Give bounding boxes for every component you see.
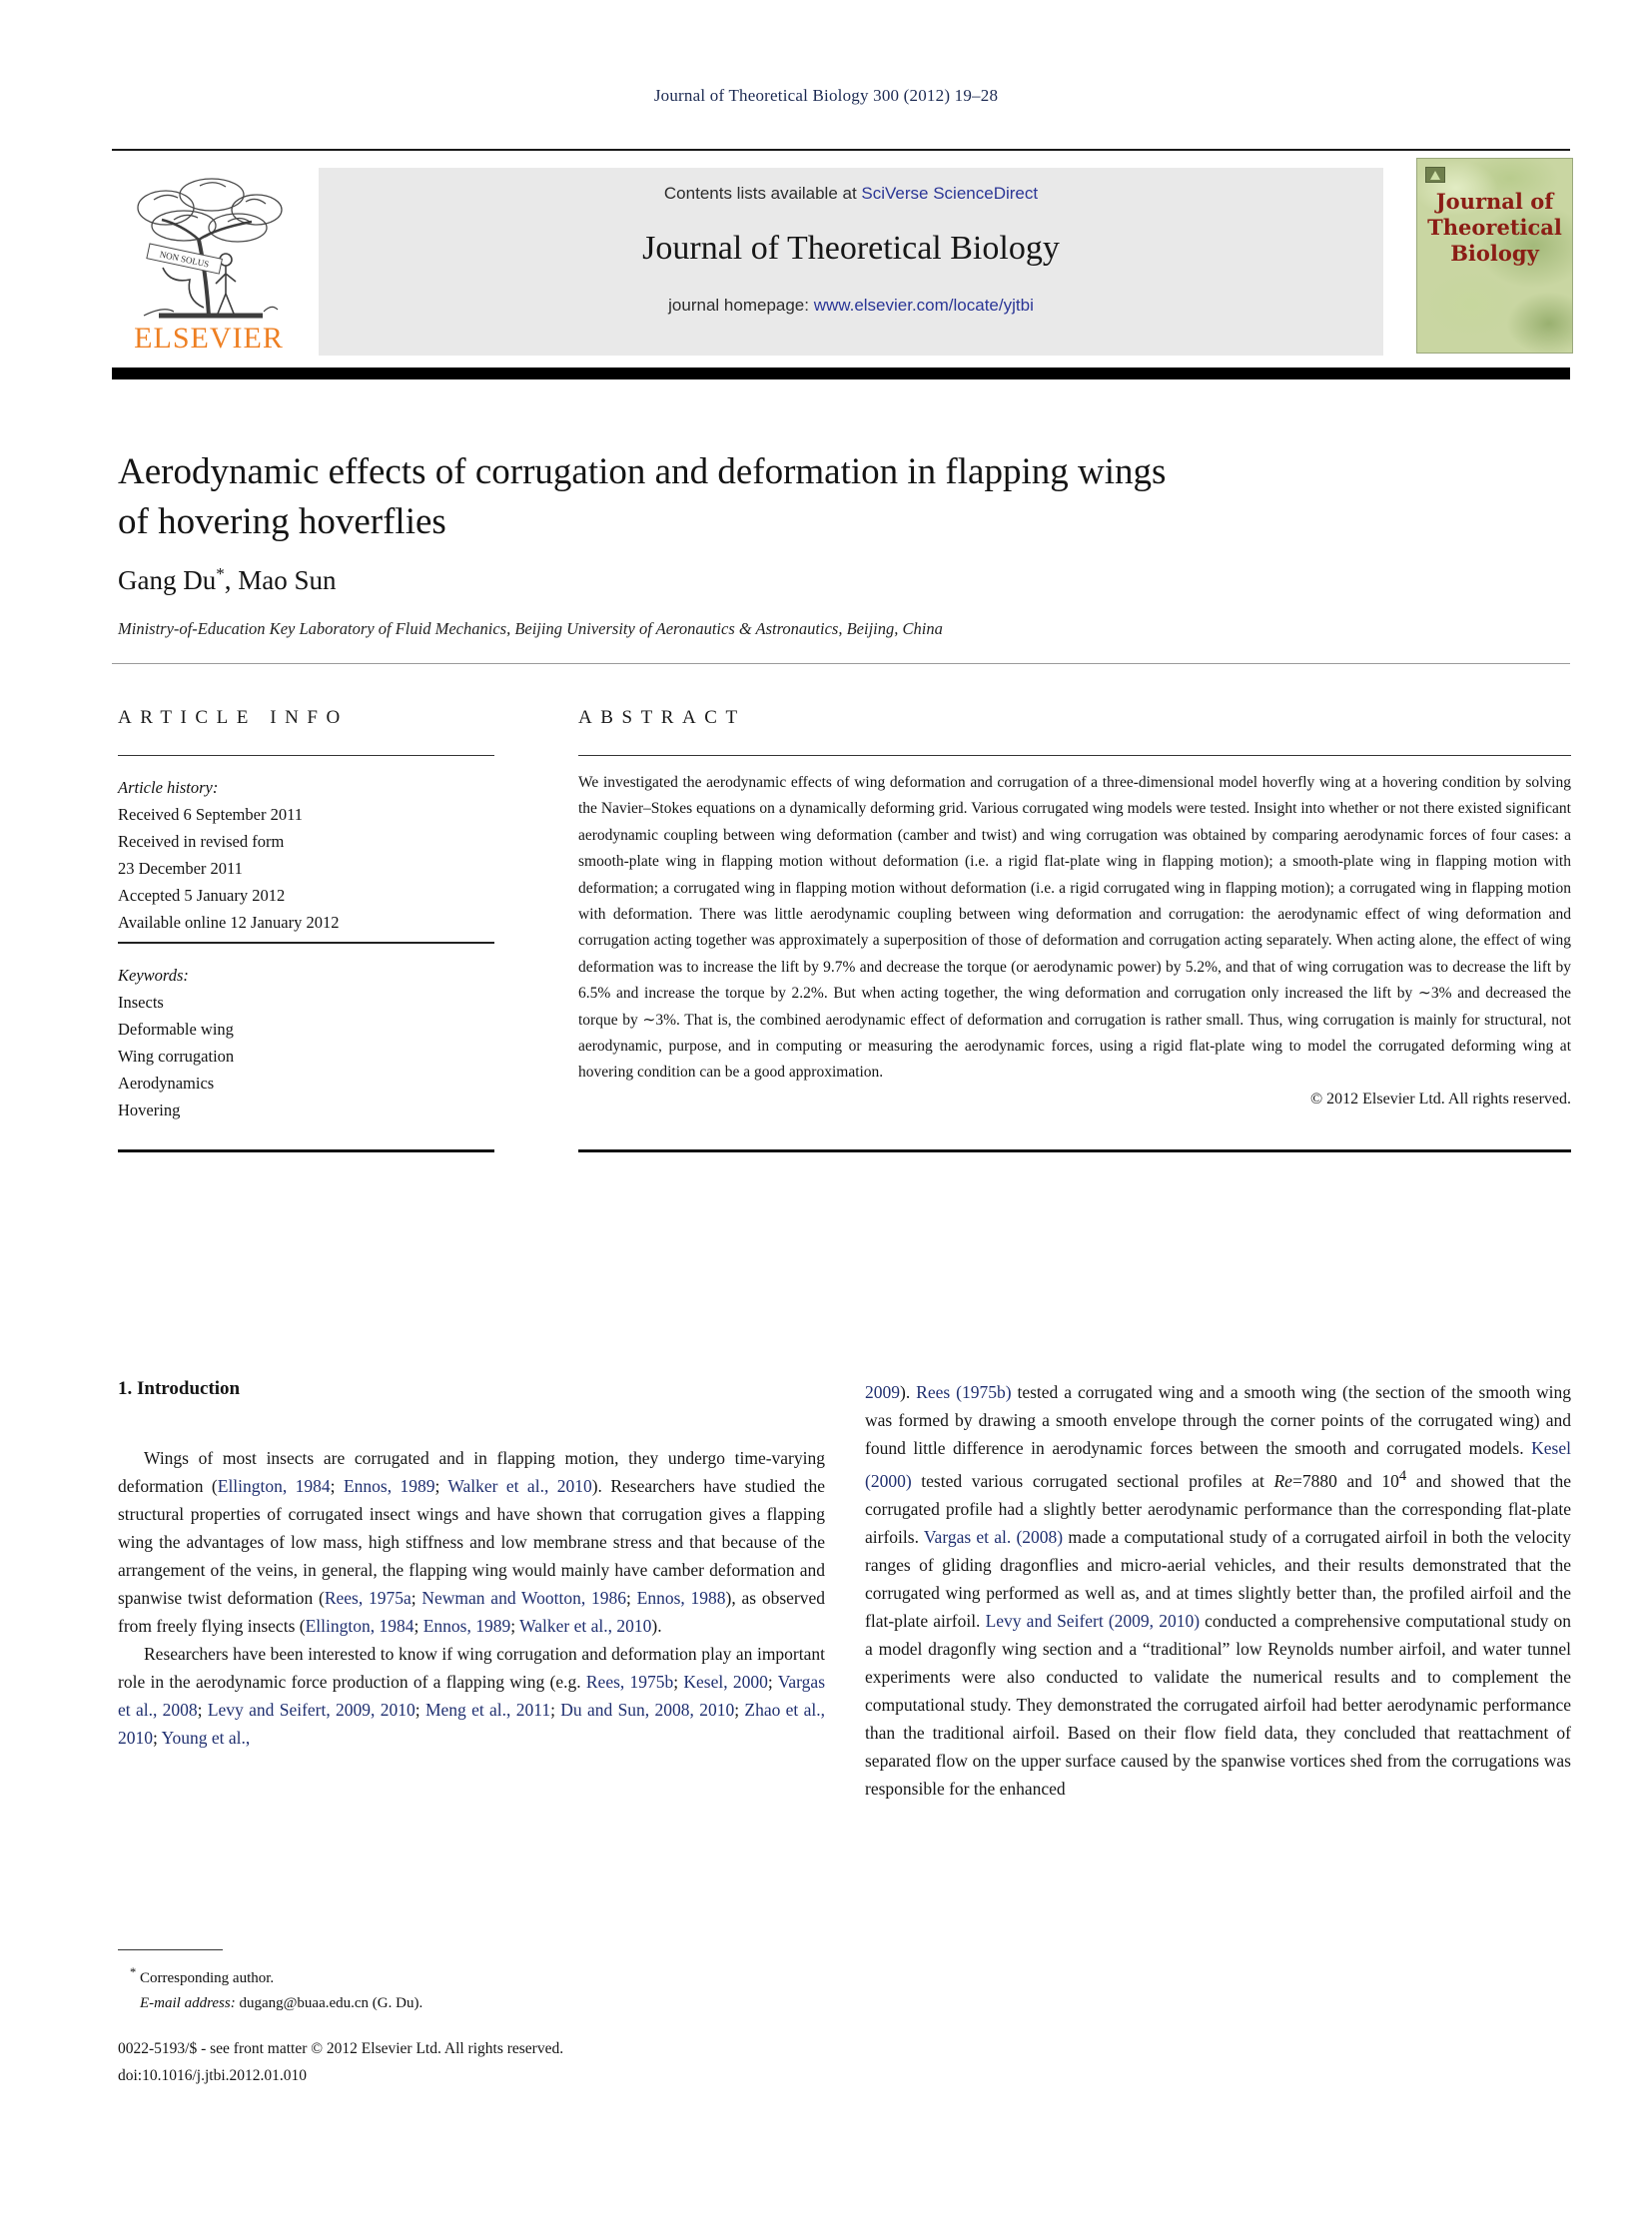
homepage-line (319, 296, 1383, 316)
text-segment: Researchers have been interested to know if wing corrugation and deformation play an important role in the aerodynamic force production of a flapping wing (e.g. (118, 1644, 825, 1692)
citation-link[interactable]: Ennos, 1989 (343, 1476, 435, 1496)
text-segment: ; (414, 1700, 425, 1720)
citation-link[interactable]: Ellington, 1984 (305, 1616, 414, 1636)
text-segment: ). Researchers have studied the structural properties of corrugated insect wings and have shown that corrugation gives a flapping wing the advantages of low mass, high stiffness and low membrane stress and that because of the arrangement of the veins, in general, the flapping wing would mainly have camber deformation and spanwise twist deformation ( (118, 1476, 826, 1608)
banner-box (319, 168, 1383, 356)
keywords-divider (118, 942, 494, 944)
superscript: 4 (1398, 1468, 1407, 1484)
text-segment: =7880 and 10 (1291, 1470, 1399, 1491)
italic-text: Re (1273, 1470, 1292, 1491)
cover-title-line: Biology (1450, 241, 1539, 266)
history-line: Received 6 September 2011 (118, 805, 303, 824)
article-info-heading-rule (118, 755, 494, 756)
citation-link[interactable]: Kesel, 2000 (683, 1672, 768, 1692)
corresponding-author-note (118, 1960, 825, 1991)
email-note (118, 1991, 825, 2016)
homepage-prefix: journal homepage: (668, 296, 814, 315)
citation-link[interactable]: Ennos, 1988 (636, 1588, 726, 1608)
abstract-heading-rule (578, 755, 1571, 756)
history-line: Available online 12 January 2012 (118, 913, 340, 932)
info-abstract-block (118, 707, 1571, 1152)
authors (118, 564, 337, 596)
text-segment: ; (626, 1588, 637, 1608)
citation-link[interactable]: Levy and Seifert (2009, 2010) (985, 1610, 1201, 1631)
elsevier-motto: NON SOLUS (158, 249, 211, 270)
header-divider (112, 149, 1570, 151)
elsevier-logo (114, 168, 314, 356)
citation-link[interactable]: Ennos, 1989 (422, 1616, 511, 1636)
text-segment: ; (413, 1616, 423, 1636)
text-segment: tested a corrugated wing and a smooth wing (the section of the smooth wing was formed by drawing a smooth envelope through the corner points of the corrugated wing) and found little difference in aerodynamic forces between the smooth and corrugated models. (865, 1382, 1571, 1458)
citation-link[interactable]: Zhao et al., 2010 (118, 1700, 825, 1748)
text-segment: ), as observed from freely flying insects ( (118, 1588, 825, 1636)
keyword: Aerodynamics (118, 1074, 215, 1093)
text-segment: ). (651, 1616, 662, 1636)
keyword: Deformable wing (118, 1020, 234, 1039)
imprint (118, 2035, 825, 2089)
text-segment: Gang Du (118, 565, 217, 595)
text-segment: ; (153, 1728, 162, 1748)
contents-line (319, 184, 1383, 204)
contents-prefix: Contents lists available at (663, 184, 862, 203)
keywords-label: Keywords: (118, 966, 189, 985)
cover-logo-icon (1425, 167, 1445, 183)
article-title-line1: Aerodynamic effects of corrugation and deformation in flapping wings (118, 451, 1167, 492)
intro-paragraph-2 (118, 1640, 825, 1752)
citation-link[interactable]: Walker et al., 2010 (447, 1476, 592, 1496)
text-segment: ). (900, 1382, 917, 1402)
text-segment: made a computational study of a corrugated airfoil in both the velocity ranges of gliding dragonflies and micro-aerial vehicles, and their results demonstrated that the corrugated wing performed as well as, and at times slightly better than, the profiled airfoil and the flat-plate airfoil. (865, 1526, 1571, 1631)
keyword: Wing corrugation (118, 1047, 235, 1066)
body-column-left (118, 1378, 825, 1752)
abstract-heading: ABSTRACT (578, 707, 746, 728)
section-heading-introduction: 1. Introduction (118, 1378, 241, 1399)
abstract-copyright: © 2012 Elsevier Ltd. All rights reserved. (1310, 1090, 1571, 1107)
abstract-column (578, 707, 1571, 1152)
history-line: 23 December 2011 (118, 859, 243, 878)
article-history-label: Article history: (118, 778, 219, 797)
citation-link[interactable]: Young et al., (161, 1728, 251, 1748)
citation-link[interactable]: 2009 (865, 1382, 900, 1402)
text-segment: tested various corrugated sectional profiles at (911, 1470, 1274, 1491)
affiliation: Ministry-of-Education Key Laboratory of Fluid Mechanics, Beijing University of Aeronautics & Astronautics, Beijing, China (118, 619, 943, 638)
citation-link[interactable]: Kesel (2000) (865, 1438, 1571, 1491)
journal-banner (112, 168, 1570, 356)
journal-cover-thumbnail (1416, 158, 1573, 354)
text-segment: ; (734, 1700, 745, 1720)
text-segment: Corresponding author. (136, 1970, 275, 1986)
intro-paragraph-1 (118, 1444, 825, 1640)
footnote-divider (118, 1949, 223, 1950)
footnote (118, 1949, 825, 2016)
sciverse-sciencedirect-link[interactable]: SciVerse ScienceDirect (861, 184, 1039, 203)
elsevier-tree-icon (114, 168, 304, 320)
issn-line: 0022-5193/$ - see front matter © 2012 Elsevier Ltd. All rights reserved. (118, 2040, 564, 2057)
citation-link[interactable]: Rees (1975b) (916, 1382, 1012, 1402)
text-segment: and showed that the corrugated profile had a slightly better aerodynamic performance than the corresponding flat-plate airfoils. (865, 1470, 1571, 1547)
citation-link[interactable]: Levy and Seifert, 2009, 2010 (207, 1700, 415, 1720)
citation-link[interactable]: Rees, 1975b (585, 1672, 674, 1692)
text-segment: ; (411, 1588, 422, 1608)
text-segment: (G. Du). (369, 1995, 423, 2011)
citation-link[interactable]: Rees, 1975a (324, 1588, 412, 1608)
history-line: Received in revised form (118, 832, 285, 851)
text-segment: ; (330, 1476, 344, 1496)
cover-title-line: Journal of (1435, 189, 1554, 214)
abstract-text: We investigated the aerodynamic effects of wing deformation and corrugation of a three-dimensional model hoverfly wing at a hovering condition by solving the Navier–Stokes equations on a dynamically deforming grid. Various corrugated wing models were tested. Insight into whether or not there existed significant aerodynamic coupling between wing deformation (camber and twist) and wing corrugation was obtained by comparing aerodynamic forces of four cases: a smooth-plate wing in flapping motion without deformation (i.e. a rigid flat-plate wing in flapping motion); a smooth-plate wing in flapping motion with deformation; a corrugated wing in flapping motion without deformation (i.e. a rigid corrugated wing in flapping motion); a corrugated wing in flapping motion with deformation. There was little aerodynamic coupling between wing deformation and corrugation: the aerodynamic effect of wing deformation and corrugation acting together was approximately a superposition of those of deformation and corrugation acting separately. When acting alone, the effect of wing deformation was to increase the lift by 9.7% and decrease the torque (or aerodynamic power) by 5.2%, and that of wing corrugation was to decrease the lift by 6.5% and increase the torque by 2.2%. But when acting together, the wing deformation and corrugation only increased the lift by ∼3% and decreased the torque by ∼3%. That is, the combined aerodynamic effect of deformation and corrugation is rather small. Thus, wing corrugation is mainly for structural, not aerodynamic, purpose, and in computing or measuring the aerodynamic forces, using a rigid flat-plate wing to model the corrugated deforming wing at hovering condition can be a good approximation. (578, 774, 1571, 1082)
superscript: * (216, 564, 225, 583)
citation-link[interactable]: Meng et al., 2011 (424, 1700, 551, 1720)
journal-homepage-link[interactable]: www.elsevier.com/locate/yjtbi (813, 296, 1034, 315)
text-segment: ; (767, 1672, 778, 1692)
elsevier-wordmark: ELSEVIER (134, 322, 284, 355)
cover-title (1417, 189, 1572, 267)
superscript: * (130, 1965, 137, 1979)
body-column-right (865, 1378, 1571, 1803)
article-title-line2: of hovering hoverflies (118, 501, 446, 542)
banner-journal-title: Journal of Theoretical Biology (642, 230, 1060, 267)
text-segment: conducted a comprehensive computational study on a model dragonfly wing section and a “traditional” low Reynolds number airfoil, and water tunnel experiments were also conducted to validate the numerical results and to complement the computational study. They demonstrated the corrugated airfoil had better aerodynamic performance than the traditional airfoil. Based on their flow field data, they concluded that reattachment of separated flow on the upper surface caused by the spanwise vortices shed from the corrugations was responsible for the enhanced (865, 1610, 1571, 1799)
keyword: Hovering (118, 1101, 181, 1119)
affiliation-divider (112, 663, 1570, 664)
text-segment: ; (550, 1700, 561, 1720)
citation-link[interactable]: Newman and Wootton, 1986 (421, 1588, 626, 1608)
text-segment: ; (197, 1700, 208, 1720)
text-segment: Wings of most insects are corrugated and in flapping motion, they undergo time-varying deformation ( (118, 1448, 825, 1496)
citation-link[interactable]: Du and Sun, 2008, 2010 (560, 1700, 735, 1720)
intro-paragraph-continued (865, 1378, 1571, 1803)
keyword: Insects (118, 993, 164, 1012)
citation-link[interactable]: Vargas et al., 2008 (118, 1672, 826, 1720)
text-segment: ; (434, 1476, 448, 1496)
cover-title-line: Theoretical (1427, 215, 1562, 240)
text-segment: , Mao Sun (224, 565, 337, 595)
banner-bottom-bar (112, 368, 1570, 379)
running-head: Journal of Theoretical Biology 300 (2012) 19–28 (653, 86, 999, 105)
email-address: dugang@buaa.edu.cn (239, 1995, 370, 2011)
citation-link[interactable]: Vargas et al. (2008) (923, 1526, 1064, 1547)
article-info-column (118, 707, 494, 1152)
article-title (118, 447, 1536, 547)
citation-link[interactable]: Walker et al., 2010 (519, 1616, 652, 1636)
doi-line: doi:10.1016/j.jtbi.2012.01.010 (118, 2067, 308, 2084)
text-segment: ; (673, 1672, 684, 1692)
history-line: Accepted 5 January 2012 (118, 886, 286, 905)
text-segment: ; (510, 1616, 520, 1636)
citation-link[interactable]: Ellington, 1984 (217, 1476, 331, 1496)
italic-text: E-mail address: (140, 1995, 236, 2011)
article-info-heading: ARTICLE INFO (118, 707, 349, 728)
